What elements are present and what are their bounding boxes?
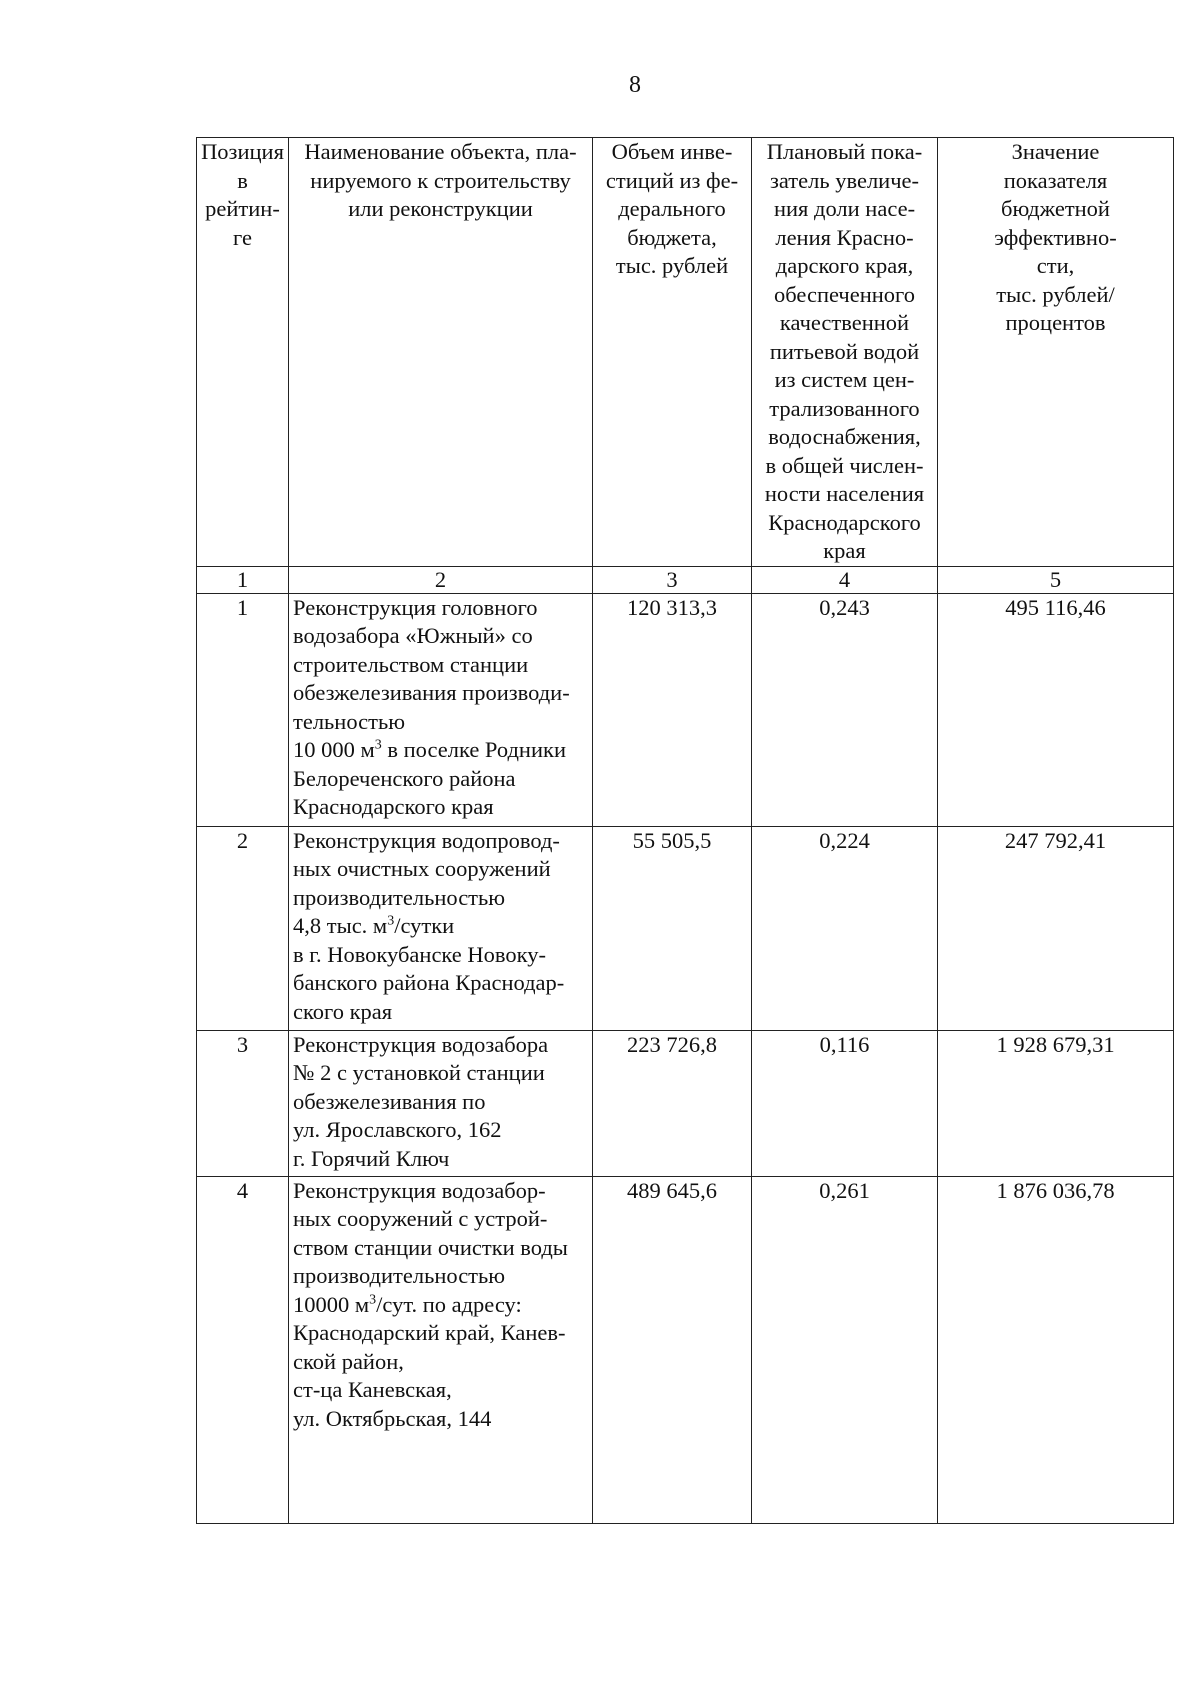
name-line-part: 4,8 тыс. м — [293, 913, 388, 938]
row-efficiency: 495 116,46 — [938, 593, 1174, 826]
header-volume-line: Объем инве- — [611, 139, 733, 164]
header-indicator-line: из систем цен- — [774, 367, 915, 392]
header-efficiency-line: процентов — [1005, 310, 1106, 335]
row-object-name — [289, 593, 593, 826]
header-indicator-line: трализованного — [769, 395, 920, 421]
row-position: 2 — [197, 826, 289, 1030]
name-line: ской район, — [293, 1348, 404, 1374]
row-object-name — [289, 1176, 593, 1523]
header-name-line: нируемого к строительству — [310, 167, 571, 193]
name-line — [293, 1291, 588, 1320]
name-line-part: 10 000 м — [293, 737, 375, 762]
page-number: 8 — [629, 72, 641, 98]
header-position — [197, 138, 289, 567]
header-efficiency-line: тыс. рублей/ — [996, 281, 1115, 307]
header-name-line: Наименование объекта, пла- — [304, 139, 577, 164]
name-line: Краснодарского края — [293, 794, 494, 819]
header-efficiency-line: сти, — [1036, 253, 1075, 278]
header-indicator-line: Краснодарского — [768, 509, 921, 535]
name-line-part: /сут. по адресу: — [376, 1291, 522, 1317]
name-line: ных сооружений с устрой- — [293, 1206, 548, 1231]
name-line: ского края — [293, 998, 393, 1024]
header-indicator-line: ности населения — [764, 481, 925, 506]
name-line — [293, 912, 588, 941]
header-indicator-line: в общей числен- — [765, 452, 924, 478]
name-line: ст-ца Каневская, — [293, 1377, 452, 1402]
superscript: 3 — [387, 913, 395, 929]
row-indicator: 0,116 — [752, 1030, 938, 1176]
row-position: 4 — [197, 1176, 289, 1523]
name-line: строительством станции — [293, 651, 529, 677]
name-line: Белореченского района — [293, 765, 516, 791]
column-number: 3 — [593, 566, 752, 593]
header-indicator-line: затель увеличе- — [769, 167, 920, 193]
table-row — [197, 1030, 1174, 1176]
name-line: производительностью — [293, 1263, 506, 1288]
superscript: 3 — [369, 1292, 377, 1307]
row-volume: 120 313,3 — [593, 593, 752, 826]
row-position: 3 — [197, 1030, 289, 1176]
name-line: ных очистных сооружений — [293, 856, 551, 881]
column-number-row — [197, 566, 1174, 593]
header-indicator-line: ления Красно- — [775, 224, 914, 250]
name-line-part: в поселке Родники — [387, 737, 566, 762]
header-name — [289, 138, 593, 567]
row-object-name — [289, 826, 593, 1030]
superscript: 3 — [374, 737, 382, 753]
header-efficiency-line: бюджетной — [1001, 196, 1110, 221]
header-row — [197, 138, 1174, 567]
name-line: обезжелезивания производи- — [293, 680, 570, 705]
name-line: Краснодарский край, Канев- — [293, 1320, 566, 1345]
name-line-part: 10000 м — [293, 1291, 370, 1317]
row-efficiency: 1 876 036,78 — [938, 1176, 1174, 1523]
header-volume-line: бюджета, — [627, 224, 717, 250]
header-name-line: или реконструкции — [348, 196, 533, 221]
header-efficiency-line: Значение — [1011, 139, 1100, 164]
header-indicator-line: дарского края, — [775, 253, 914, 278]
row-indicator: 0,243 — [752, 593, 938, 826]
table-row — [197, 826, 1174, 1030]
name-line-part: /сутки — [394, 913, 455, 938]
header-indicator-line: питьевой водой — [769, 338, 920, 364]
name-line: Реконструкция водозабора — [293, 1031, 549, 1057]
name-line: ул. Ярославского, 162 — [293, 1117, 502, 1142]
name-line: водозабора «Южный» со — [293, 623, 533, 648]
column-number: 2 — [289, 566, 593, 593]
header-indicator-line: ния доли насе- — [773, 196, 916, 221]
row-efficiency: 1 928 679,31 — [938, 1030, 1174, 1176]
name-line: Реконструкция водозабор- — [293, 1177, 546, 1203]
row-volume: 489 645,6 — [593, 1176, 752, 1523]
header-efficiency — [938, 138, 1174, 567]
header-indicator-line: края — [823, 538, 866, 563]
row-efficiency: 247 792,41 — [938, 826, 1174, 1030]
name-line: тельностью — [293, 708, 406, 734]
name-line: ул. Октябрьская, 144 — [293, 1405, 492, 1431]
row-object-name — [289, 1030, 593, 1176]
name-line: Реконструкция головного — [293, 594, 538, 620]
column-number: 4 — [752, 566, 938, 593]
header-volume — [593, 138, 752, 567]
header-volume-line: дерального — [618, 196, 726, 221]
name-line: обезжелезивания по — [293, 1088, 486, 1114]
header-position-line: Позиция — [201, 139, 284, 164]
row-indicator: 0,224 — [752, 826, 938, 1030]
header-position-line: в рейтин- — [205, 167, 280, 221]
header-volume-line: тыс. рублей — [615, 253, 729, 278]
header-indicator-line: Плановый пока- — [766, 139, 923, 164]
table-row — [197, 593, 1174, 826]
column-number: 1 — [197, 566, 289, 593]
name-line: ством станции очистки воды — [293, 1234, 568, 1260]
name-line: № 2 с установкой станции — [293, 1060, 545, 1085]
row-indicator: 0,261 — [752, 1176, 938, 1523]
investment-table — [196, 137, 1174, 1524]
name-line: банского района Краснодар- — [293, 970, 565, 995]
header-efficiency-line: показателя — [1003, 167, 1108, 193]
header-indicator — [752, 138, 938, 567]
header-efficiency-line: эффективно- — [994, 224, 1117, 250]
table-row — [197, 1176, 1174, 1523]
header-position-line: ге — [233, 224, 252, 250]
header-indicator-line: обеспеченного — [774, 281, 915, 307]
column-number: 5 — [938, 566, 1174, 593]
header-indicator-line: качественной — [779, 310, 910, 335]
name-line: производительностью — [293, 884, 506, 910]
name-line: г. Горячий Ключ — [293, 1145, 450, 1171]
row-volume: 55 505,5 — [593, 826, 752, 1030]
row-volume: 223 726,8 — [593, 1030, 752, 1176]
header-volume-line: стиций из фе- — [605, 167, 739, 193]
header-indicator-line: водоснабжения, — [768, 424, 921, 449]
name-line: в г. Новокубанске Новоку- — [293, 941, 546, 967]
name-line: Реконструкция водопровод- — [293, 827, 560, 853]
row-position: 1 — [197, 593, 289, 826]
name-line — [293, 736, 588, 765]
